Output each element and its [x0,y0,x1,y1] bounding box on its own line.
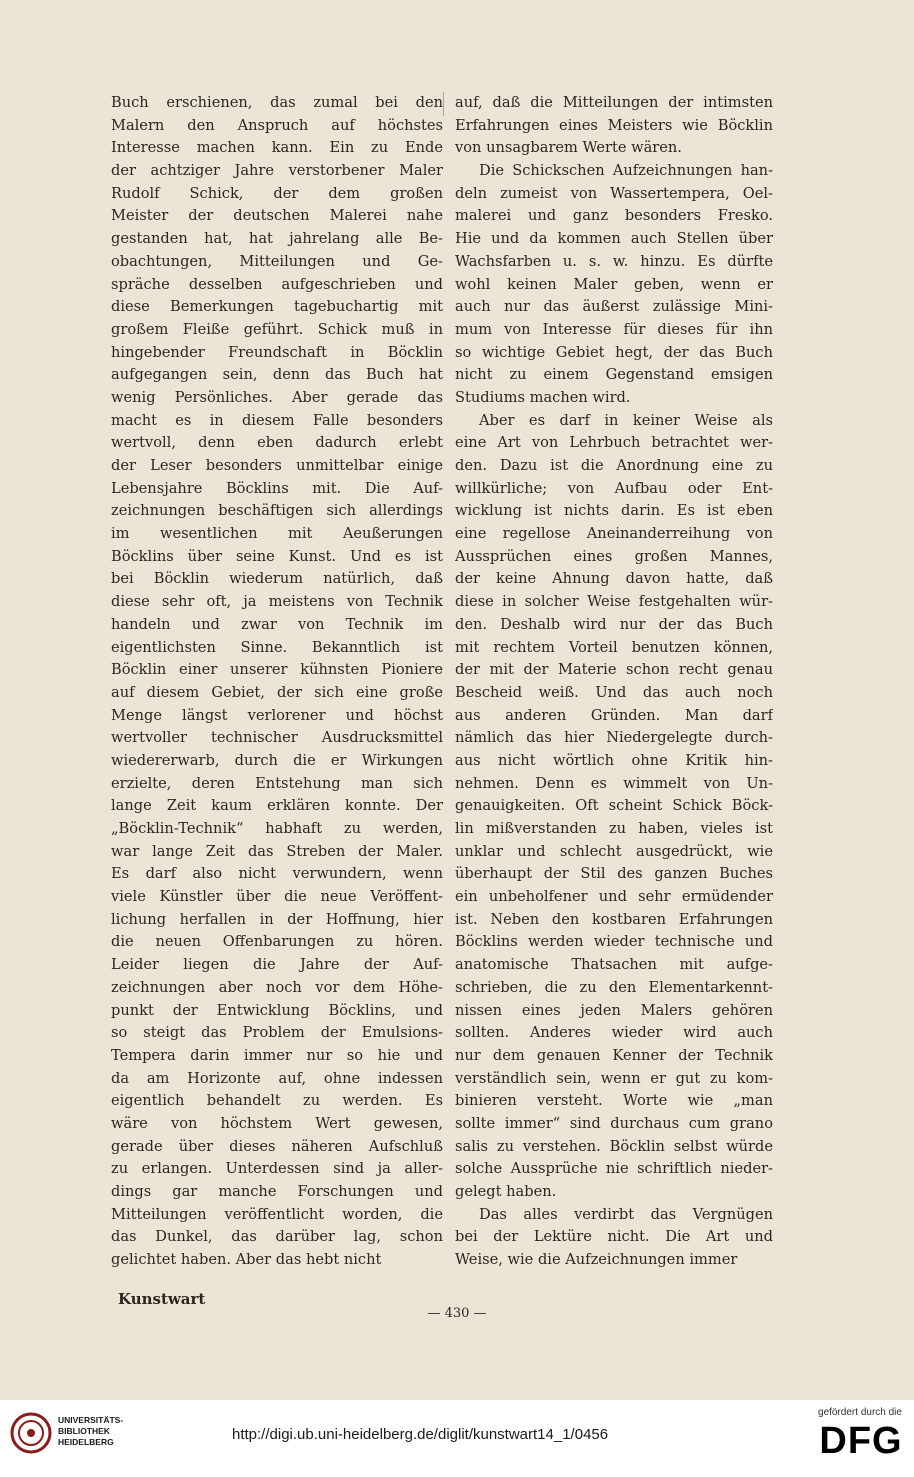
text-line: Menge längst verlorener und höchst [111,706,443,724]
text-line: Studiums machen wird. [455,388,631,406]
text-line: auf, daß die Mitteilungen der intimsten [455,94,773,111]
text-line: lange Zeit kaum erklären konnte. Der [111,797,443,815]
page-number: — 430 — [427,1306,487,1321]
text-line: sollten. Anderes wieder wird auch [455,1024,773,1042]
text-line: gerade über dieses näheren Aufschluß [111,1137,443,1155]
text-line: eigentlich behandelt zu werden. Es [111,1092,443,1110]
text-line: Mitteilungen veröffentlicht worden, die [111,1205,443,1223]
text-line: aus nicht wörtlich ohne Kritik hin- [455,751,773,769]
text-line: der Leser besonders unmittelbar einige [111,457,443,474]
text-line: diese Bemerkungen tagebuchartig mit [111,298,443,316]
text-line: gelichtet haben. Aber das hebt nicht [111,1251,382,1269]
text-line: so wichtige Gebiet hegt, der das Buch [455,343,773,361]
text-line: wenig Persönliches. Aber gerade das [111,388,443,406]
text-line: Bescheid weiß. Und das auch noch [455,683,773,701]
text-line: lin mißverstanden zu haben, vieles ist [455,820,773,837]
text-line: malerei und ganz besonders Fresko. [455,207,773,225]
text-line: den. Dazu ist die Anordnung eine zu [455,457,773,474]
text-line: unklar und schlecht ausgedrückt, wie [455,842,773,860]
text-line: Lebensjahre Böcklins mit. Die Auf- [111,479,443,497]
text-line: wäre von höchstem Wert gewesen, [111,1114,443,1132]
text-line: „Böcklin-Technik“ habhaft zu werden, [111,820,443,837]
text-line: Wachsfarben u. s. w. hinzu. Es dürfte [455,252,773,270]
text-line: eine regellose Aneinanderreihung von [455,525,773,543]
text-line: viele Künstler über die neue Veröffent- [111,888,443,906]
text-line: dings gar manche Forschungen und [111,1183,443,1200]
text-line: gestanden hat, hat jahrelang alle Be- [111,230,443,248]
text-line: der keine Ahnung davon hatte, daß [455,570,773,588]
text-line: eine Art von Lehrbuch betrachtet wer- [455,434,773,452]
text-line: aus anderen Gründen. Man darf [455,706,773,724]
text-line: auf diesem Gebiet, der sich eine große [111,683,443,701]
text-line: ist. Neben den kostbaren Erfahrungen [455,910,773,928]
text-line: das Dunkel, das darüber lag, schon [111,1228,443,1246]
journal-title: Kunstwart [118,1290,206,1308]
text-line: binieren versteht. Worte wie „man [455,1092,773,1110]
text-line: von unsagbarem Werte wären. [455,139,682,157]
text-line: nicht zu einem Gegenstand emsigen [455,366,773,384]
text-line: im wesentlichen mit Aeußerungen [111,525,443,543]
text-line: Weise, wie die Aufzeichnungen immer [455,1251,738,1269]
text-line: Böcklins werden wieder technische und [455,933,773,951]
text-line: aufgegangen sein, denn das Buch hat [111,366,443,384]
text-line: verständlich sein, wenn er gut zu kom- [455,1069,773,1087]
text-line: gelegt haben. [455,1183,557,1200]
text-line: mum von Interesse für dieses für ihn [455,320,773,338]
text-line: auch nur das äußerst zulässige Mini- [455,298,773,316]
viewer-footer [0,1400,914,1477]
text-line: sollte immer“ sind durchaus cum grano [455,1114,773,1132]
text-line: Malern den Anspruch auf höchstes [111,116,443,134]
text-line: Meister der deutschen Malerei nahe [111,207,443,225]
text-line: war lange Zeit das Streben der Maler. [111,842,443,860]
text-line: diese in solcher Weise festgehalten wür- [455,593,773,611]
text-line: Erfahrungen eines Meisters wie Böcklin [455,116,773,134]
text-line: Interesse machen kann. Ein zu Ende [111,139,443,157]
text-line: Das alles verdirbt das Vergnügen [479,1205,773,1223]
text-line: punkt der Entwicklung Böcklins, und [111,1001,443,1019]
text-line: großem Fleiße geführt. Schick muß in [111,320,443,338]
text-line: hingebender Freundschaft in Böcklin [111,343,443,361]
library-name: UNIVERSITÄTS-BIBLIOTHEK HEIDELBERG [58,1415,124,1447]
text-line: Tempera darin immer nur so hie und [111,1046,443,1064]
text-line: Buch erschienen, das zumal bei den [111,94,443,111]
text-line: den. Deshalb wird nur der das Buch [455,615,773,633]
right-text-column [455,92,773,1272]
text-line: so steigt das Problem der Emulsions- [111,1024,443,1042]
university-seal-icon [10,1412,52,1454]
text-line: Hie und da kommen auch Stellen über [455,230,773,248]
text-line: salis zu verstehen. Böcklin selbst würde [455,1137,773,1155]
text-line: überhaupt der Stil des ganzen Buches [455,865,773,883]
text-line: schrieben, die zu den Elementarkennt- [455,978,773,996]
text-line: nur dem genauen Kenner der Technik [455,1046,773,1064]
text-line: lichung herfallen in der Hoffnung, hier [111,910,443,928]
text-line: zu erlangen. Unterdessen sind ja aller- [111,1160,443,1178]
text-line: nämlich das hier Niedergelegte durch- [455,729,773,747]
text-line: wertvoller technischer Ausdrucksmittel [111,729,443,747]
text-line: bei Böcklin wiederum natürlich, daß [111,570,443,588]
text-line: eigentlichsten Sinne. Bekanntlich ist [111,638,443,656]
text-line: macht es in diesem Falle besonders [111,411,443,429]
text-line: deln zumeist von Wassertempera, Oel- [455,184,773,202]
text-line: spräche desselben aufgeschrieben und [111,275,443,293]
text-line: nissen eines jeden Malers gehören [455,1001,773,1019]
funded-by-label: gefördert durch die [818,1407,902,1418]
text-line: genauigkeiten. Oft scheint Schick Böck- [455,797,773,815]
text-line: da am Horizonte auf, ohne indessen [111,1069,443,1087]
text-line: wertvoll, denn eben dadurch erlebt [111,434,443,452]
text-line: Aber es darf in keiner Weise als [479,411,773,429]
text-line: Böcklin einer unserer kühnsten Pioniere [111,661,443,679]
text-line: der mit der Materie schon recht genau [455,661,773,679]
text-line: wiedererwarb, durch die er Wirkungen [111,751,443,769]
text-line: zeichnungen aber noch vor dem Höhe- [111,978,443,996]
text-line: Rudolf Schick, der dem großen [111,184,443,202]
text-line: ein unbeholfener und sehr ermüdender [455,888,773,906]
text-line: Es darf also nicht verwundern, wenn [111,865,443,883]
source-url[interactable]: http://digi.ub.uni-heidelberg.de/diglit/kunstwart14_1/0456 [232,1426,609,1443]
text-line: bei der Lektüre nicht. Die Art und [455,1228,773,1246]
text-line: nehmen. Denn es wimmelt von Un- [455,774,773,792]
text-line: anatomische Thatsachen mit aufge- [455,956,773,974]
text-line: handeln und zwar von Technik im [111,615,443,633]
text-line: zeichnungen beschäftigen sich allerdings [111,502,443,520]
text-line: diese sehr oft, ja meistens von Technik [111,593,443,611]
text-line: willkürliche; von Aufbau oder Ent- [455,479,773,497]
dfg-logo: DFG [819,1420,903,1462]
column-divider [443,92,444,1282]
text-line: Die Schickschen Aufzeichnungen han- [479,162,773,180]
text-line: wicklung ist nichts darin. Es ist eben [455,502,773,520]
text-line: erzielte, deren Entstehung man sich [111,774,443,792]
text-line: mit rechtem Vorteil benutzen können, [455,638,773,656]
text-line: der achtziger Jahre verstorbener Maler [111,162,443,180]
text-line: solche Aussprüche nie schriftlich nieder- [455,1160,773,1178]
text-line: Aussprüchen eines großen Mannes, [455,547,773,565]
text-line: Leider liegen die Jahre der Auf- [111,956,443,974]
text-line: obachtungen, Mitteilungen und Ge- [111,252,443,270]
left-text-column [111,92,443,1272]
text-line: Böcklins über seine Kunst. Und es ist [111,547,443,565]
text-line: wohl keinen Maler geben, wenn er [455,275,773,293]
text-line: die neuen Offenbarungen zu hören. [111,933,443,951]
